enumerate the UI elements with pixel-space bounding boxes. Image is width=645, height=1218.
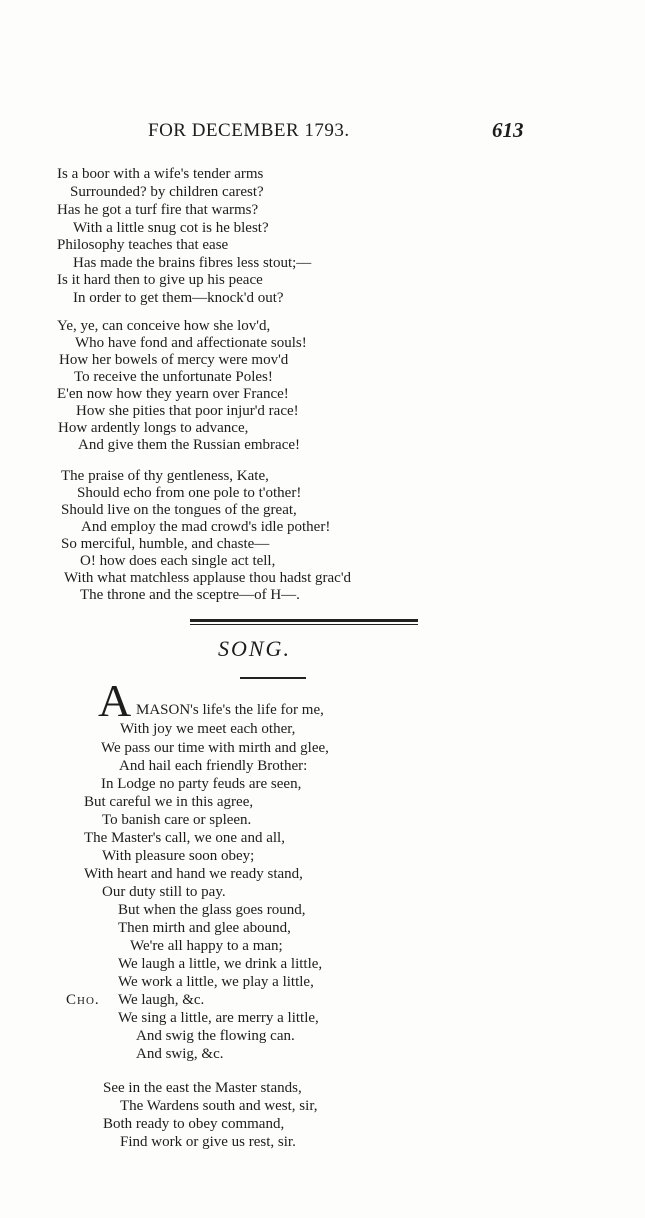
- poem-line: Surrounded? by children carest?: [70, 184, 264, 200]
- song-line: We laugh, &c.: [118, 992, 205, 1008]
- song-line: Our duty still to pay.: [102, 884, 226, 900]
- poem-line: And give them the Russian embrace!: [78, 437, 301, 453]
- song-line: See in the east the Master stands,: [103, 1080, 302, 1096]
- song-line: We pass our time with mirth and glee,: [101, 740, 329, 756]
- poem-line: Should live on the tongues of the great,: [61, 502, 297, 518]
- poem-line: O! how does each single act tell,: [80, 553, 276, 569]
- song-line: And swig, &c.: [136, 1046, 224, 1062]
- poem-line: Philosophy teaches that ease: [57, 237, 229, 253]
- song-first-line: MASON's life's the life for me,: [136, 702, 324, 718]
- poem-line: Is it hard then to give up his peace: [57, 272, 263, 288]
- poem-line: In order to get them—knock'd out?: [73, 290, 284, 306]
- song-line: With heart and hand we ready stand,: [84, 866, 303, 882]
- poem-line: Has made the brains fibres less stout;—: [73, 255, 312, 271]
- song-line: We sing a little, are merry a little,: [118, 1010, 319, 1026]
- song-title: SONG.: [218, 636, 291, 661]
- poem-line: Should echo from one pole to t'other!: [77, 485, 302, 501]
- section-divider-thin: [190, 624, 418, 625]
- song-line: We're all happy to a man;: [130, 938, 283, 954]
- song-line: With joy we meet each other,: [120, 721, 296, 737]
- song-line: And hail each friendly Brother:: [119, 758, 308, 774]
- poem-line: And employ the mad crowd's idle pother!: [81, 519, 331, 535]
- poem-line: Has he got a turf fire that warms?: [57, 202, 259, 218]
- song-line: We laugh a little, we drink a little,: [118, 956, 323, 972]
- section-divider: [190, 619, 418, 622]
- song-line: We work a little, we play a little,: [118, 974, 314, 990]
- song-line: The Wardens south and west, sir,: [120, 1098, 318, 1114]
- poem-line: With what matchless applause thou hadst grac'd: [64, 570, 352, 586]
- chorus-label: Cho.: [66, 992, 100, 1008]
- poem-line: How she pities that poor injur'd race!: [76, 403, 299, 419]
- poem-line: Ye, ye, can conceive how she lov'd,: [57, 318, 271, 334]
- poem-line: Who have fond and affectionate souls!: [75, 335, 307, 351]
- poem-line: Is a boor with a wife's tender arms: [57, 166, 264, 182]
- song-line: But careful we in this agree,: [84, 794, 254, 810]
- poem-line: How her bowels of mercy were mov'd: [59, 352, 289, 368]
- poem-line: The throne and the sceptre—of H—.: [80, 587, 300, 603]
- song-line: In Lodge no party feuds are seen,: [101, 776, 302, 792]
- poem-line: So merciful, humble, and chaste—: [61, 536, 270, 552]
- drop-cap: A: [98, 675, 132, 726]
- poem-line: With a little snug cot is he blest?: [73, 220, 269, 236]
- song-line: The Master's call, we one and all,: [84, 830, 285, 846]
- poem-line: How ardently longs to advance,: [58, 420, 249, 436]
- song-line: Find work or give us rest, sir.: [120, 1134, 296, 1150]
- poem-line: The praise of thy gentleness, Kate,: [61, 468, 269, 484]
- running-title: FOR DECEMBER 1793.: [148, 120, 350, 141]
- song-line: To banish care or spleen.: [102, 812, 252, 828]
- page-number: 613: [492, 118, 524, 142]
- poem-line: E'en now how they yearn over France!: [57, 386, 289, 402]
- song-line: Then mirth and glee abound,: [118, 920, 291, 936]
- song-line: Both ready to obey command,: [103, 1116, 285, 1132]
- song-line: But when the glass goes round,: [118, 902, 306, 918]
- song-line: And swig the flowing can.: [136, 1028, 295, 1044]
- song-line: With pleasure soon obey;: [102, 848, 255, 864]
- poem-line: To receive the unfortunate Poles!: [74, 369, 273, 385]
- title-rule: [240, 677, 306, 679]
